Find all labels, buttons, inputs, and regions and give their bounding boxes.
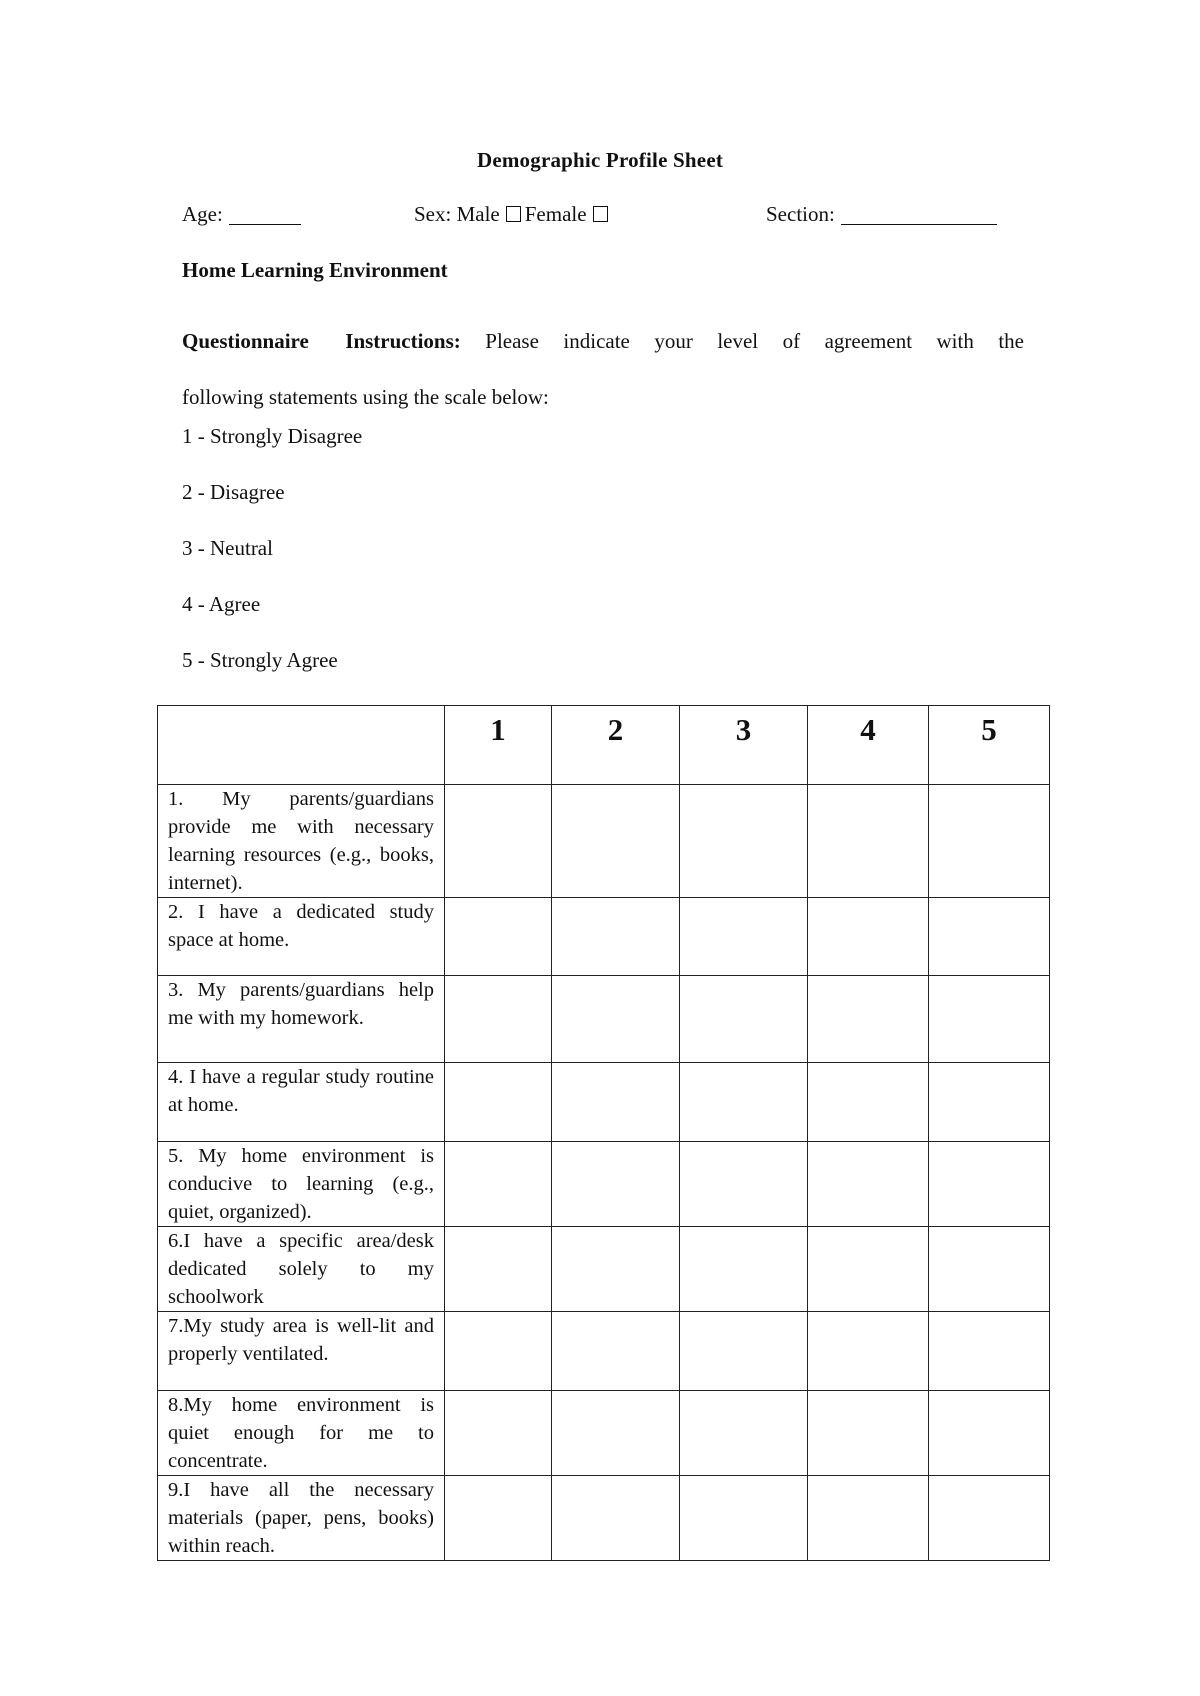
rating-cell-5[interactable] bbox=[929, 1227, 1050, 1312]
rating-cell-5[interactable] bbox=[929, 1312, 1050, 1391]
rating-cell-3[interactable] bbox=[680, 976, 808, 1063]
rating-cell-2[interactable] bbox=[552, 1227, 680, 1312]
header-5: 5 bbox=[929, 706, 1050, 785]
section-heading: Home Learning Environment bbox=[182, 258, 448, 282]
scale-list bbox=[182, 424, 362, 704]
rating-cell-1[interactable] bbox=[445, 976, 552, 1063]
table-row bbox=[158, 1312, 1050, 1391]
statement-cell: 7.My study area is well-lit and properly ventilated. bbox=[158, 1312, 445, 1391]
rating-cell-1[interactable] bbox=[445, 1476, 552, 1561]
statement-cell: 9.I have all the necessary materials (paper, pens, books) within reach. bbox=[158, 1476, 445, 1561]
rating-cell-4[interactable] bbox=[808, 1227, 929, 1312]
header-statement bbox=[158, 706, 445, 785]
rating-cell-5[interactable] bbox=[929, 976, 1050, 1063]
rating-cell-2[interactable] bbox=[552, 785, 680, 898]
statement-cell: 3. My parents/guardians help me with my homework. bbox=[158, 976, 445, 1063]
rating-cell-4[interactable] bbox=[808, 1476, 929, 1561]
rating-cell-3[interactable] bbox=[680, 1476, 808, 1561]
header-1: 1 bbox=[445, 706, 552, 785]
sex-female-label: Female bbox=[524, 202, 587, 226]
rating-cell-4[interactable] bbox=[808, 898, 929, 976]
rating-cell-2[interactable] bbox=[552, 898, 680, 976]
rating-cell-4[interactable] bbox=[808, 1142, 929, 1227]
rating-cell-4[interactable] bbox=[808, 785, 929, 898]
header-4: 4 bbox=[808, 706, 929, 785]
rating-cell-1[interactable] bbox=[445, 1063, 552, 1142]
rating-cell-3[interactable] bbox=[680, 785, 808, 898]
rating-cell-4[interactable] bbox=[808, 976, 929, 1063]
table-row bbox=[158, 898, 1050, 976]
rating-cell-2[interactable] bbox=[552, 1142, 680, 1227]
instructions-text-2: following statements using the scale below: bbox=[182, 385, 549, 409]
rating-cell-1[interactable] bbox=[445, 785, 552, 898]
table-row bbox=[158, 1476, 1050, 1561]
rating-cell-4[interactable] bbox=[808, 1312, 929, 1391]
rating-cell-2[interactable] bbox=[552, 1312, 680, 1391]
rating-cell-5[interactable] bbox=[929, 1063, 1050, 1142]
table-row bbox=[158, 785, 1050, 898]
rating-cell-3[interactable] bbox=[680, 898, 808, 976]
section-blank-line[interactable] bbox=[841, 206, 997, 225]
page-title: Demographic Profile Sheet bbox=[476, 148, 724, 172]
sex-male-label: Sex: Male bbox=[414, 202, 500, 226]
instructions-line-1 bbox=[182, 313, 1024, 369]
scale-item: 3 - Neutral bbox=[182, 536, 273, 560]
instructions-label: Questionnaire Instructions: bbox=[182, 329, 461, 353]
statement-cell: 1. My parents/guardians provide me with necessary learning resources (e.g., books, internet). bbox=[158, 785, 445, 898]
rating-cell-3[interactable] bbox=[680, 1312, 808, 1391]
rating-cell-5[interactable] bbox=[929, 1142, 1050, 1227]
table-row bbox=[158, 976, 1050, 1063]
rating-table bbox=[157, 705, 1050, 1561]
rating-cell-1[interactable] bbox=[445, 1227, 552, 1312]
rating-cell-5[interactable] bbox=[929, 898, 1050, 976]
table-row bbox=[158, 1063, 1050, 1142]
rating-cell-2[interactable] bbox=[552, 1391, 680, 1476]
section-label: Section: bbox=[766, 202, 835, 226]
rating-cell-2[interactable] bbox=[552, 976, 680, 1063]
sex-field bbox=[414, 202, 612, 227]
table-row bbox=[158, 1142, 1050, 1227]
rating-cell-3[interactable] bbox=[680, 1391, 808, 1476]
rating-cell-5[interactable] bbox=[929, 785, 1050, 898]
age-label: Age: bbox=[182, 202, 223, 226]
rating-cell-2[interactable] bbox=[552, 1476, 680, 1561]
age-field[interactable] bbox=[182, 202, 301, 227]
section-field[interactable] bbox=[766, 202, 997, 227]
instructions bbox=[182, 313, 1024, 425]
rating-cell-3[interactable] bbox=[680, 1227, 808, 1312]
rating-cell-3[interactable] bbox=[680, 1142, 808, 1227]
rating-header-row bbox=[158, 706, 1050, 785]
table-row bbox=[158, 1391, 1050, 1476]
scale-item: 1 - Strongly Disagree bbox=[182, 424, 363, 448]
male-checkbox[interactable] bbox=[506, 206, 521, 222]
statement-cell: 4. I have a regular study routine at home. bbox=[158, 1063, 445, 1142]
scale-item: 2 - Disagree bbox=[182, 480, 285, 504]
rating-cell-1[interactable] bbox=[445, 1312, 552, 1391]
female-checkbox[interactable] bbox=[593, 206, 608, 222]
rating-cell-4[interactable] bbox=[808, 1063, 929, 1142]
header-2: 2 bbox=[552, 706, 680, 785]
instructions-text-1: Please indicate your level of agreement with the bbox=[485, 329, 1024, 353]
rating-cell-3[interactable] bbox=[680, 1063, 808, 1142]
statement-cell: 6.I have a specific area/desk dedicated solely to my schoolwork bbox=[158, 1227, 445, 1312]
rating-cell-5[interactable] bbox=[929, 1476, 1050, 1561]
statement-cell: 8.My home environment is quiet enough for me to concentrate. bbox=[158, 1391, 445, 1476]
statement-cell: 2. I have a dedicated study space at home. bbox=[158, 898, 445, 976]
header-3: 3 bbox=[680, 706, 808, 785]
rating-cell-1[interactable] bbox=[445, 898, 552, 976]
rating-cell-1[interactable] bbox=[445, 1142, 552, 1227]
age-blank-line[interactable] bbox=[229, 206, 301, 225]
rating-cell-2[interactable] bbox=[552, 1063, 680, 1142]
statement-cell: 5. My home environment is conducive to learning (e.g., quiet, organized). bbox=[158, 1142, 445, 1227]
rating-cell-5[interactable] bbox=[929, 1391, 1050, 1476]
scale-item: 4 - Agree bbox=[182, 592, 261, 616]
rating-cell-1[interactable] bbox=[445, 1391, 552, 1476]
rating-cell-4[interactable] bbox=[808, 1391, 929, 1476]
scale-item: 5 - Strongly Agree bbox=[182, 648, 338, 672]
table-row bbox=[158, 1227, 1050, 1312]
